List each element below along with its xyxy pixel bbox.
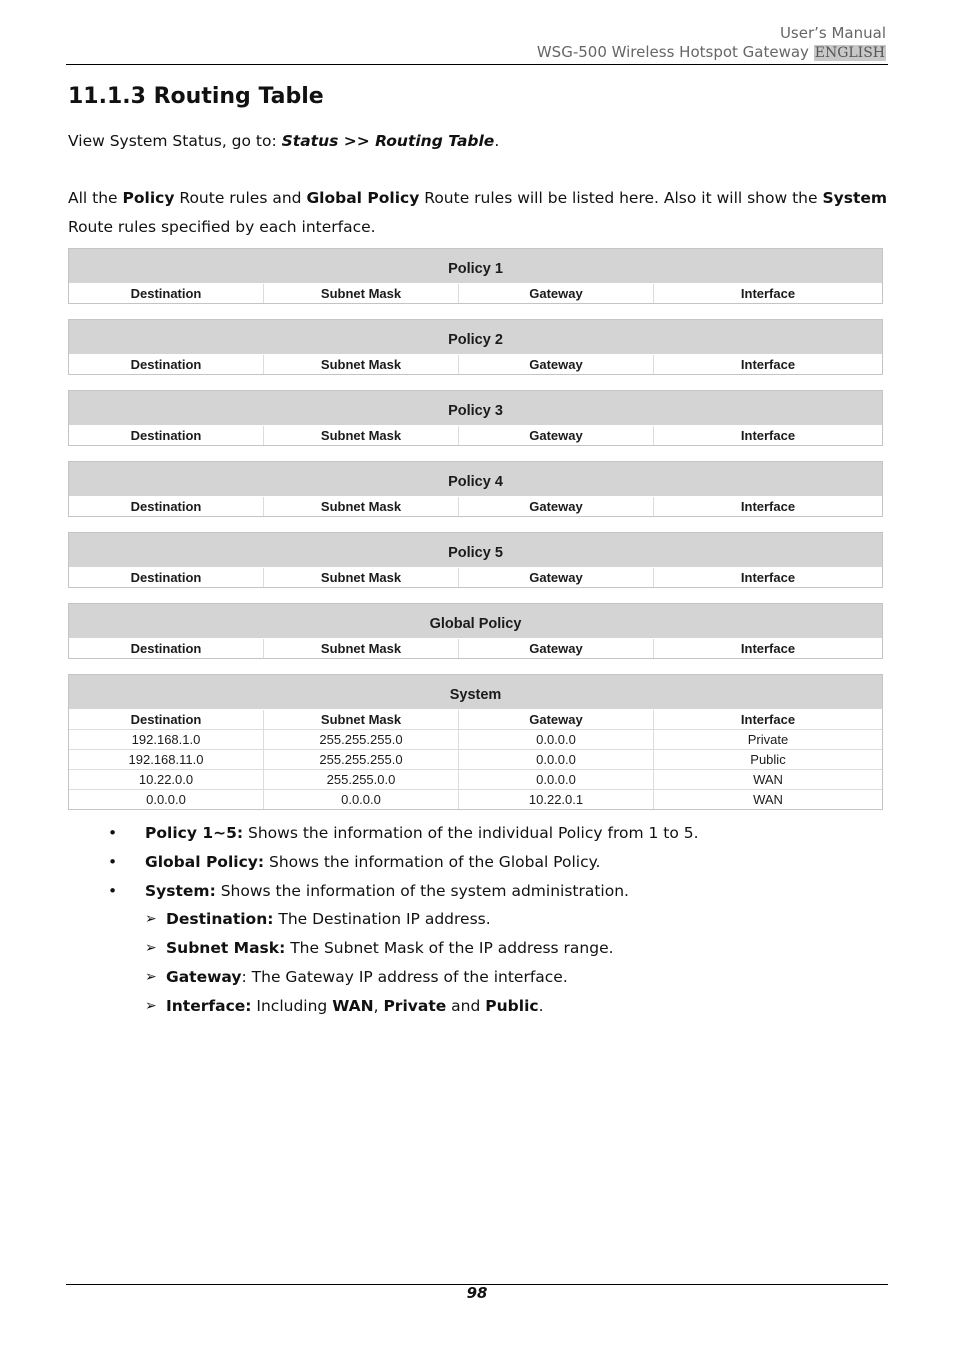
bullet-list [108,819,699,906]
col-gateway: Gateway [459,710,654,730]
col-subnet-mask: Subnet Mask [264,568,459,587]
col-gateway: Gateway [459,355,654,374]
list-item [108,877,699,906]
cell-gateway: 10.22.0.1 [459,790,654,810]
cell-subnet-mask: 255.255.255.0 [264,730,459,750]
table-title: Policy 3 [69,391,882,426]
col-interface: Interface [654,710,883,730]
list-item [145,992,614,1021]
bullet-term: Policy 1~5: [145,824,244,842]
desc-text: Route rules will be listed here. Also it will show the [419,189,823,207]
col-destination: Destination [69,426,264,445]
col-gateway: Gateway [459,426,654,445]
col-interface: Interface [654,284,883,303]
table-row [69,750,882,770]
sub-term: Subnet Mask: [166,939,286,957]
table-title: Policy 1 [69,249,882,284]
table-row [69,730,882,750]
col-destination: Destination [69,568,264,587]
routing-table-system [68,674,883,810]
menu-path: Status >> Routing Table [281,132,495,150]
col-interface: Interface [654,568,883,587]
desc-text: All the [68,189,123,207]
cell-interface: WAN [654,790,883,810]
table-header-row [69,568,882,587]
intro-text: View System Status, go to: [68,132,282,150]
sub-text: . [538,997,544,1015]
page-number: 98 [466,1284,488,1302]
intro-paragraph [68,127,888,156]
sub-term: Destination: [166,910,274,928]
col-subnet-mask: Subnet Mask [264,639,459,658]
table-title: Policy 5 [69,533,882,568]
table-row [69,790,882,810]
table-header-row [69,355,882,374]
cell-subnet-mask: 0.0.0.0 [264,790,459,810]
bullet-text: Shows the information of the individual Policy from 1 to 5. [243,824,699,842]
col-gateway: Gateway [459,568,654,587]
cell-interface: WAN [654,770,883,790]
col-interface: Interface [654,639,883,658]
cell-interface: Private [654,730,883,750]
desc-text: Route rules and [174,189,307,207]
section-title: 11.1.3 Routing Table [68,84,324,109]
desc-bold-policy: Policy [122,189,175,207]
sub-text: The Subnet Mask of the IP address range. [285,939,614,957]
routing-table-policy-5 [68,532,883,588]
list-item [108,848,699,877]
desc-bold-global-policy: Global Policy [306,189,420,207]
col-destination: Destination [69,284,264,303]
col-gateway: Gateway [459,639,654,658]
manual-label: User’s Manual [779,24,886,42]
sub-bullet-list [145,905,614,1021]
cell-interface: Public [654,750,883,770]
routing-table-global-policy [68,603,883,659]
product-name-line [537,43,886,63]
bullet-text: Shows the information of the system administration. [215,882,629,900]
sub-text: The Destination IP address. [273,910,491,928]
arrow-bullet-icon: ➢ [145,940,157,956]
cell-destination: 10.22.0.0 [69,770,264,790]
col-gateway: Gateway [459,284,654,303]
sub-term: Interface: [166,997,252,1015]
bullet-term: Global Policy: [145,853,265,871]
bullet-text: Shows the information of the Global Policy. [264,853,601,871]
table-header-row [69,497,882,516]
table-row [69,770,882,790]
table-header-row [69,639,882,658]
col-interface: Interface [654,497,883,516]
table-title: Policy 2 [69,320,882,355]
routing-table-policy-4 [68,461,883,517]
col-subnet-mask: Subnet Mask [264,426,459,445]
table-title: Policy 4 [69,462,882,497]
list-item [108,819,699,848]
bullet-term: System: [145,882,216,900]
cell-gateway: 0.0.0.0 [459,770,654,790]
arrow-bullet-icon: ➢ [145,998,157,1014]
sub-text: : The Gateway IP address of the interface. [241,968,568,986]
cell-destination: 0.0.0.0 [69,790,264,810]
sub-text: , [373,997,384,1015]
cell-destination: 192.168.11.0 [69,750,264,770]
col-interface: Interface [654,355,883,374]
desc-text: Route rules specified by each interface. [68,218,376,236]
cell-gateway: 0.0.0.0 [459,750,654,770]
list-item [145,934,614,963]
arrow-bullet-icon: ➢ [145,911,157,927]
table-header-row [69,710,882,730]
language-tag: ENGLISH [814,45,885,61]
cell-subnet-mask: 255.255.255.0 [264,750,459,770]
col-destination: Destination [69,710,264,730]
col-interface: Interface [654,426,883,445]
col-subnet-mask: Subnet Mask [264,497,459,516]
table-title: System [69,675,882,710]
sub-text: Including [251,997,333,1015]
routing-table-policy-1 [68,248,883,304]
arrow-bullet-icon: ➢ [145,969,157,985]
list-item [145,963,614,992]
term-public: Public [485,997,539,1015]
sub-term: Gateway [166,968,242,986]
routing-table-policy-2 [68,319,883,375]
cell-subnet-mask: 255.255.0.0 [264,770,459,790]
term-private: Private [383,997,447,1015]
col-destination: Destination [69,355,264,374]
col-destination: Destination [69,639,264,658]
col-subnet-mask: Subnet Mask [264,355,459,374]
col-subnet-mask: Subnet Mask [264,284,459,303]
header-rule [66,64,888,65]
product-name: WSG-500 Wireless Hotspot Gateway [536,43,809,61]
desc-bold-system: System [822,189,888,207]
list-item [145,905,614,934]
col-gateway: Gateway [459,497,654,516]
page-header [537,24,886,63]
term-wan: WAN [332,997,374,1015]
cell-destination: 192.168.1.0 [69,730,264,750]
cell-gateway: 0.0.0.0 [459,730,654,750]
table-title: Global Policy [69,604,882,639]
col-subnet-mask: Subnet Mask [264,710,459,730]
table-header-row [69,426,882,445]
routing-table-policy-3 [68,390,883,446]
sub-text: and [446,997,486,1015]
description-paragraph [68,184,888,242]
table-header-row [69,284,882,303]
intro-end: . [494,132,500,150]
col-destination: Destination [69,497,264,516]
